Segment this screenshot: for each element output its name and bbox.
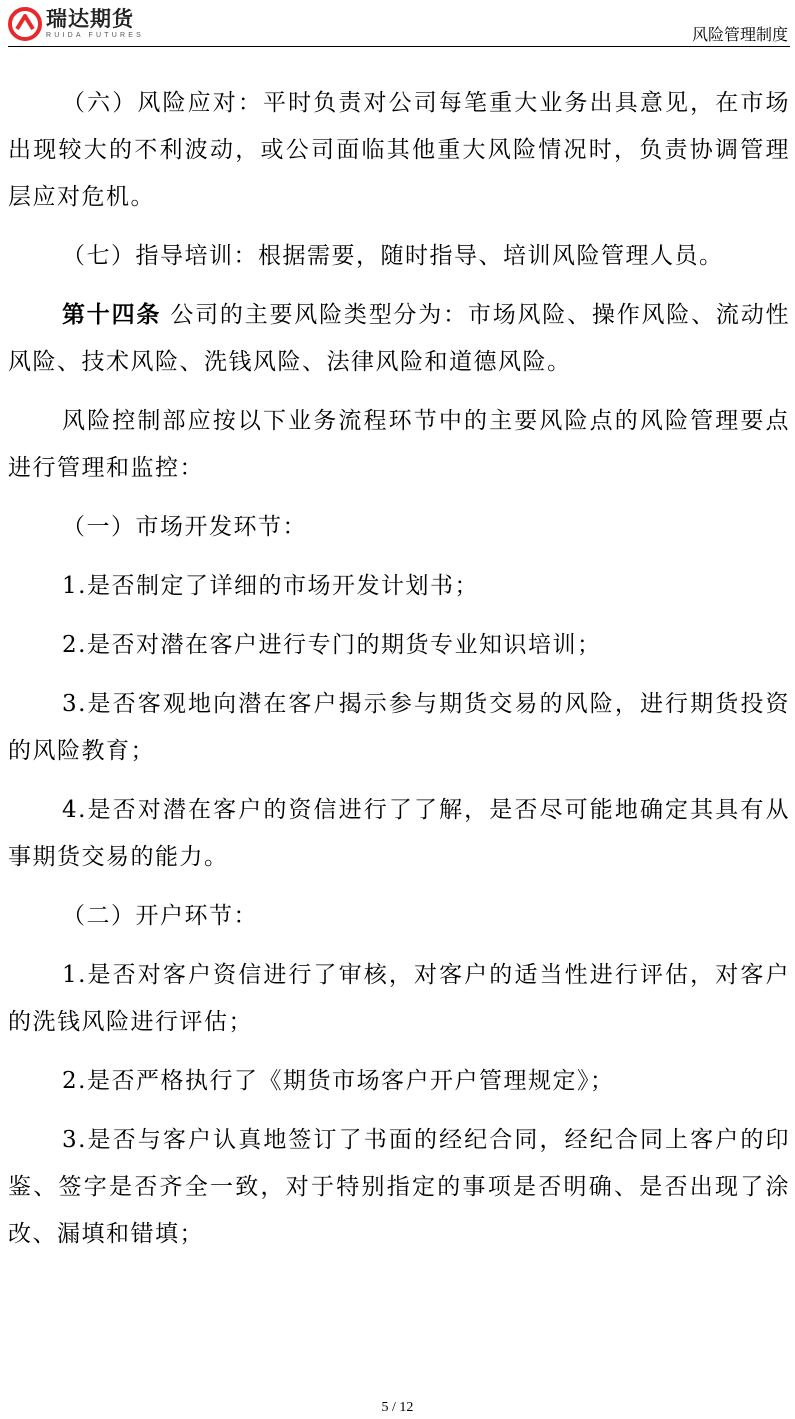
list-item: 4.是否对潜在客户的资信进行了了解，是否尽可能地确定其具有从事期货交易的能力。 xyxy=(8,797,790,870)
logo-english-name: RUIDA FUTURES xyxy=(46,32,144,39)
article-14 xyxy=(8,292,790,386)
list-item: 1.是否制定了详细的市场开发计划书； xyxy=(62,573,479,599)
article-number: 第十四条 xyxy=(62,302,162,328)
paragraph-monitoring-intro: 风险控制部应按以下业务流程环节中的主要风险点的风险管理要点进行管理和监控： xyxy=(8,408,790,481)
article-text: 公司的主要风险类型分为：市场风险、操作风险、流动性风险、技术风险、洗钱风险、法律风险和道德风险。 xyxy=(8,302,791,375)
list-item: 3.是否客观地向潜在客户揭示参与期货交易的风险，进行期货投资的风险教育； xyxy=(8,691,790,764)
page-number: 5 / 12 xyxy=(381,1400,414,1415)
list-item: 3.是否与客户认真地签订了书面的经纪合同，经纪合同上客户的印鉴、签字是否齐全一致，对于特别指定的事项是否明确、是否出现了涂改、漏填和错填； xyxy=(8,1127,790,1247)
section-market-development: （一）市场开发环节： xyxy=(62,514,307,540)
section-account-opening: （二）开户环节： xyxy=(62,903,258,929)
document-body xyxy=(8,80,790,1258)
paragraph-training: （七）指导培训：根据需要，随时指导、培训风险管理人员。 xyxy=(62,243,724,269)
company-logo xyxy=(8,6,144,42)
logo-chinese-name: 瑞达期货 xyxy=(46,7,134,31)
list-item: 1.是否对客户资信进行了审核，对客户的适当性进行评估，对客户的洗钱风险进行评估； xyxy=(8,962,790,1035)
list-item: 2.是否严格执行了《期货市场客户开户管理规定》； xyxy=(62,1068,615,1094)
paragraph-risk-response: （六）风险应对：平时负责对公司每笔重大业务出具意见，在市场出现较大的不利波动，或公司面临其他重大风险情况时，负责协调管理层应对危机。 xyxy=(8,90,790,210)
list-item: 2.是否对潜在客户进行专门的期货专业知识培训； xyxy=(62,632,602,658)
page-header xyxy=(8,6,790,47)
ruida-logo-icon xyxy=(8,7,42,41)
document-title: 风险管理制度 xyxy=(691,25,788,44)
